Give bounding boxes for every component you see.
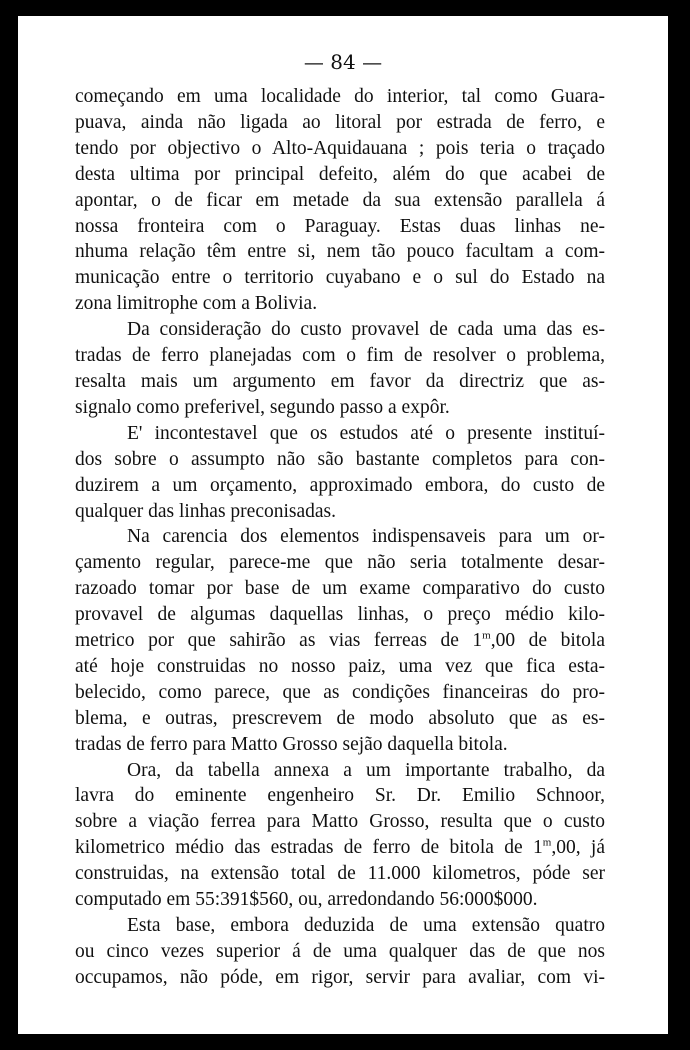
text-line: blema, e outras, prescrevem de modo absoluto que as es-	[75, 707, 605, 729]
text-line: Da consideração do custo provavel de cada uma das es-	[127, 319, 605, 341]
text-line: tradas de ferro planejadas com o fim de resolver o problema,	[75, 345, 605, 367]
text-line: até hoje construidas no nosso paiz, uma vez que fica esta-	[75, 655, 605, 677]
page-number: — 84 —	[303, 50, 383, 74]
text-line: ou cinco vezes superior á de uma qualquer das de que nos	[75, 940, 605, 962]
text-line: desta ultima por principal defeito, além do que acabei de	[75, 163, 605, 185]
text-line: qualquer das linhas preconisadas.	[75, 500, 337, 522]
text-line: duzirem a um orçamento, approximado embora, do custo de	[75, 474, 605, 496]
text-line: dos sobre o assumpto não são bastante completos para con-	[75, 448, 605, 470]
text-line: signalo como preferivel, segundo passo a expôr.	[75, 396, 450, 418]
text-line: resalta mais um argumento em favor da directriz que as-	[75, 370, 605, 392]
text-line: tendo por objectivo o Alto-Aquidauana ; pois teria o traçado	[75, 137, 605, 159]
text-line: começando em uma localidade do interior, tal como Guara-	[75, 86, 605, 107]
text-line: lavra do eminente engenheiro Sr. Dr. Emilio Schnoor,	[75, 785, 605, 807]
text-line: E' incontestavel que os estudos até o presente instituí-	[127, 422, 605, 444]
text-line: tradas de ferro para Matto Grosso sejão daquella bitola.	[75, 733, 508, 755]
text-line: apontar, o de ficar em metade da sua extensão parallela á	[75, 189, 605, 211]
text-line: construidas, na extensão total de 11.000 kilometros, póde ser	[75, 863, 605, 885]
text-line: metrico por que sahirão as vias ferreas de 1$^m$,00 de bitola	[75, 629, 605, 652]
book-page	[18, 16, 668, 1034]
text-line: Na carencia dos elementos indispensaveis para um or-	[127, 526, 605, 548]
text-line: municação entre o territorio cuyabano e o sul do Estado na	[75, 267, 605, 289]
text-line: Esta base, embora deduzida de uma extensão quatro	[127, 915, 605, 936]
text-line: Ora, da tabella annexa a um importante trabalho, da	[127, 759, 605, 781]
text-line: belecido, como parece, que as condições financeiras do pro-	[75, 681, 605, 703]
text-line: computado em 55:391$560, ou, arredondando 56:000$000.	[75, 889, 538, 911]
text-line: puava, ainda não ligada ao litoral por estrada de ferro, e	[75, 111, 605, 133]
text-line: sobre a viação ferrea para Matto Grosso, resulta que o custo	[75, 811, 605, 833]
text-line: razoado tomar por base de um exame comparativo do custo	[75, 578, 605, 600]
text-line: zona limitrophe com a Bolivia.	[75, 293, 318, 315]
body-text	[75, 84, 605, 991]
text-line: nhuma relação têm entre si, nem tão pouco facultam a com-	[75, 241, 605, 263]
text-line: occupamos, não póde, em rigor, servir para avaliar, com vi-	[75, 966, 605, 988]
text-line: provavel de algumas daquellas linhas, o preço médio kilo-	[75, 604, 605, 626]
text-line: kilometrico médio das estradas de ferro de bitola de 1$^m$,00, já	[75, 836, 605, 859]
text-line: nossa fronteira com o Paraguay. Estas duas linhas ne-	[75, 215, 605, 237]
text-line: çamento regular, parece-me que não seria totalmente desar-	[75, 552, 605, 574]
